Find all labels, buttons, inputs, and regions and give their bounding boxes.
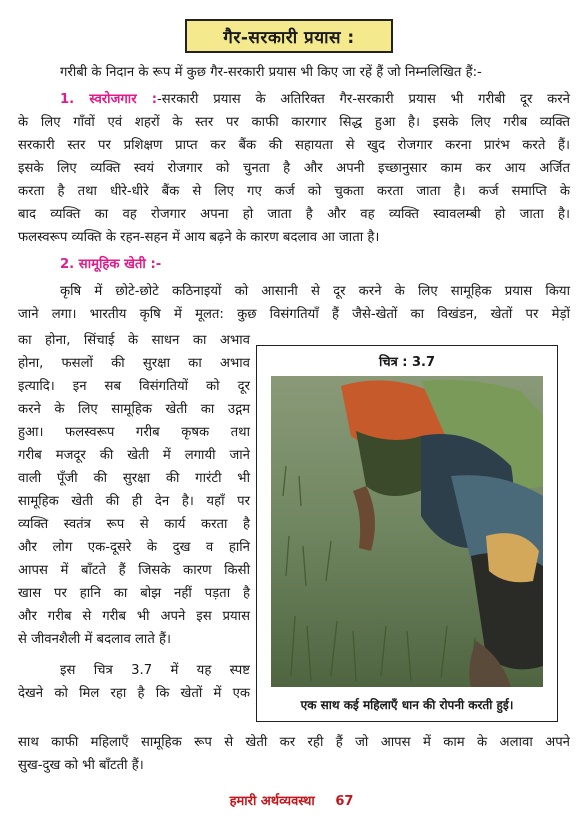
figure-caption: एक साथ कई महिलाएँ धान की रोपनी करती हुई। bbox=[300, 698, 514, 712]
section1-line: फलस्वरूप व्यक्ति के रहन-सहन में आय बढ़ने के कारण बदलाव आ जाता है। bbox=[18, 230, 380, 245]
section2-narrow-line: इस चित्र 3.7 में यह स्पष्ट bbox=[60, 663, 250, 678]
section2-narrow-line: वाली पूँजी की सुरक्षा की गारंटी भी bbox=[18, 471, 250, 486]
intro-paragraph: गरीबी के निदान के रूप में कुछ गैर-सरकारी प्रयास भी किए जा रहें हैं जो निम्नलिखित हैं:- bbox=[60, 65, 482, 80]
section2-narrow-line: खास पर हानि का बोझ नहीं पड़ता है bbox=[18, 586, 250, 601]
page-number: 67 bbox=[335, 794, 354, 809]
figure-box bbox=[256, 345, 558, 722]
section2-narrow-line: सामूहिक खेती की ही देन है। यहाँ पर bbox=[18, 494, 250, 509]
section1-first-line: 1. स्वरोजगार :-सरकारी प्रयास के अतिरिक्त गैर-सरकारी प्रयास भी गरीबी दूर करने bbox=[60, 92, 571, 107]
section2-end-line: सुख-दुख को भी बाँटती हैं। bbox=[18, 758, 144, 773]
page-title: गैर-सरकारी प्रयास : bbox=[185, 19, 393, 53]
section2-end-line: साथ काफी महिलाएँ सामूहिक रूप से खेती कर रही हैं जो आपस में काम के अलावा अपने bbox=[18, 735, 570, 750]
section1-line: के लिए गाँवों एवं शहरों के स्तर पर काफी कारगार सिद्ध हुआ है। इसके लिए गरीब व्यक्ति bbox=[18, 115, 570, 130]
section2-narrow-line: देखने को मिल रहा है कि खेतों में एक bbox=[18, 686, 250, 701]
section2-narrow-line: होना, फसलों की सुरक्षा का अभाव bbox=[18, 356, 250, 371]
section2-narrow-line: गरीब मजदूर की खेती में लगायी जाने bbox=[18, 448, 250, 463]
section2-narrow-line: और लोग एक-दूसरे के दुख व हानि bbox=[18, 540, 250, 555]
section2-line: कृषि में छोटे-छोटे कठिनाइयों को आसानी से दूर करने के लिए सामूहिक प्रयास किया bbox=[60, 284, 570, 299]
section2-narrow-line: का होना, सिंचाई के साधन का अभाव bbox=[18, 333, 250, 348]
section1-heading: 1. स्वरोजगार : bbox=[60, 92, 158, 107]
section1-line: बाद व्यक्ति का वह रोजगार अपना हो जाता है और वह व्यक्ति स्वावलम्बी हो जाता है। bbox=[18, 207, 570, 222]
section1-line: इसके लिए व्यक्ति स्वयं रोजगार को चुनता है और अपनी इच्छानुसार काम कर आय अर्जित bbox=[18, 161, 570, 176]
section2-narrow-line: इत्यादि। इन सब विसंगतियों को दूर bbox=[18, 379, 250, 394]
section2-narrow-line: हुआ। फलस्वरूप गरीब कृषक तथा bbox=[18, 425, 250, 440]
rice-planting-photo bbox=[271, 376, 543, 687]
figure-label: चित्र : 3.7 bbox=[378, 355, 436, 370]
section2-narrow-line: आपस में बाँटते हैं जिसके कारण किसी bbox=[18, 563, 250, 578]
section1-line: करता है तथा धीरे-धीरे बैंक से लिए गए कर्ज को चुकता करता जाता है। कर्ज समाप्ति के bbox=[18, 184, 570, 199]
section1-line: सरकारी स्तर पर प्रशिक्षण प्राप्त कर बैंक की सहायता से खुद रोजगार करना प्रारंभ करते हैं। bbox=[18, 138, 570, 153]
section2-narrow-line: से जीवनशैली में बदलाव लाते हैं। bbox=[18, 632, 172, 647]
book-title: हमारी अर्थव्यवस्था bbox=[229, 794, 315, 809]
section2-line: जाने लगा। भारतीय कृषि में मूलत: कुछ विसंगतियाँ हैं जैसे-खेतों का विखंडन, खेतों पर मेड़ों bbox=[18, 307, 570, 322]
section2-narrow-line: करने के लिए सामूहिक खेती का उद्गम bbox=[18, 402, 250, 417]
section2-narrow-line: व्यक्ति स्वतंत्र रूप से कार्य करता है bbox=[18, 517, 250, 532]
page-footer bbox=[0, 791, 583, 809]
section2-narrow-line: और गरीब से गरीब भी अपने इस प्रयास bbox=[18, 609, 250, 624]
section2-heading: 2. सामूहिक खेती :- bbox=[60, 257, 162, 272]
